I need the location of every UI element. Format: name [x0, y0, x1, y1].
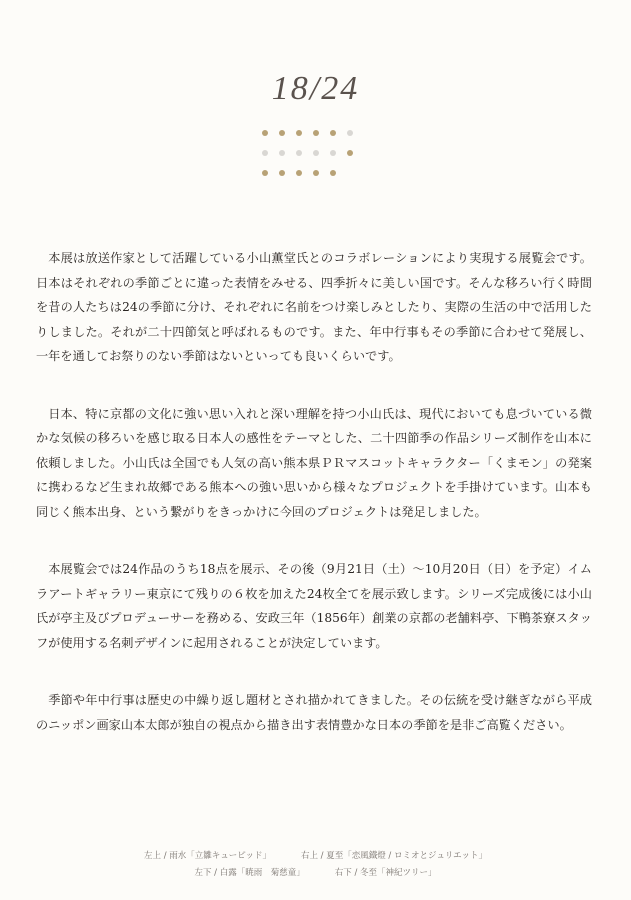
decorative-dot: [279, 130, 285, 136]
caption-bottom-left: 左下 / 白露「暁雨 菊慈童」: [194, 868, 305, 878]
caption-top-right: 右上 / 夏至「恋風鐵燈 / ロミオとジュリエット」: [300, 851, 487, 861]
decorative-dot: [313, 130, 319, 136]
decorative-dot: [262, 130, 268, 136]
paragraph: 本展は放送作家として活躍している小山薫堂氏とのコラボレーションにより実現する展覧会です。日本はそれぞれの季節ごとに違った表情をみせる、四季折々に美しい国です。そんな移ろい行く時間を昔の人たちは24の季節に分け、それぞれに名前をつけ楽しみとしたり、実際の生活の中で活用したりしました。それが二十四節気と呼ばれるものです。また、年中行事もその季節に合わせて発展し、一年を通してお祭りのない季節はないといっても良いくらいです。: [36, 251, 592, 363]
decorative-dot: [330, 150, 336, 156]
decorative-dot: [262, 150, 268, 156]
decorative-dot: [279, 170, 285, 176]
decorative-dot: [296, 150, 302, 156]
image-captions: [0, 848, 631, 882]
decorative-dot-grid: [262, 130, 357, 176]
decorative-dot: [347, 130, 353, 136]
paragraph: 本展覧会では24作品のうち18点を展示、その後（9月21日（土）～10月20日（日）を予定）イムラアートギャラリー東京にて残りの６枚を加えた24枚全てを展示致します。シリーズ完成後には小山氏が亭主及びプロデューサーを務める、安政三年（1856年）創業の京都の老舗料亭、下鴨茶寮スタッフが使用する名刺デザインに起用されることが決定しています。: [36, 562, 592, 650]
decorative-dot: [313, 150, 319, 156]
decorative-dot: [347, 150, 353, 156]
decorative-dot: [330, 130, 336, 136]
paragraph: 季節や年中行事は歴史の中繰り返し題材とされ描かれてきました。その伝統を受け継ぎながら平成のニッポン画家山本太郎が独自の視点から描き出す表情豊かな日本の季節を是非ご高覧ください。: [36, 693, 592, 732]
decorative-dot: [262, 170, 268, 176]
decorative-dot: [330, 170, 336, 176]
paragraph: 日本、特に京都の文化に強い思い入れと深い理解を持つ小山氏は、現代においても息づいている微かな気候の移ろいを感じ取る日本人の感性をテーマとした、二十四節季の作品シリーズ制作を山本に依頼しました。小山氏は全国でも人気の高い熊本県ＰＲマスコットキャラクター「くまモン」の発案に携わるなど生まれ故郷である熊本への強い思いから様々なプロジェクトを手掛けています。山本も同じく熊本出身、という繋がりをきっかけに今回のプロジェクトは発足しました。: [36, 406, 592, 519]
body-text: [36, 246, 592, 770]
decorative-dot: [347, 170, 353, 176]
decorative-dot: [296, 130, 302, 136]
caption-bottom-right: 右下 / 冬至「神紀ツリー」: [334, 868, 437, 878]
caption-top-left: 左上 / 雨水「立雛キューピッド」: [144, 851, 271, 861]
page-number: 18/24: [271, 70, 360, 107]
decorative-dot: [313, 170, 319, 176]
decorative-dot: [296, 170, 302, 176]
decorative-dot: [279, 150, 285, 156]
